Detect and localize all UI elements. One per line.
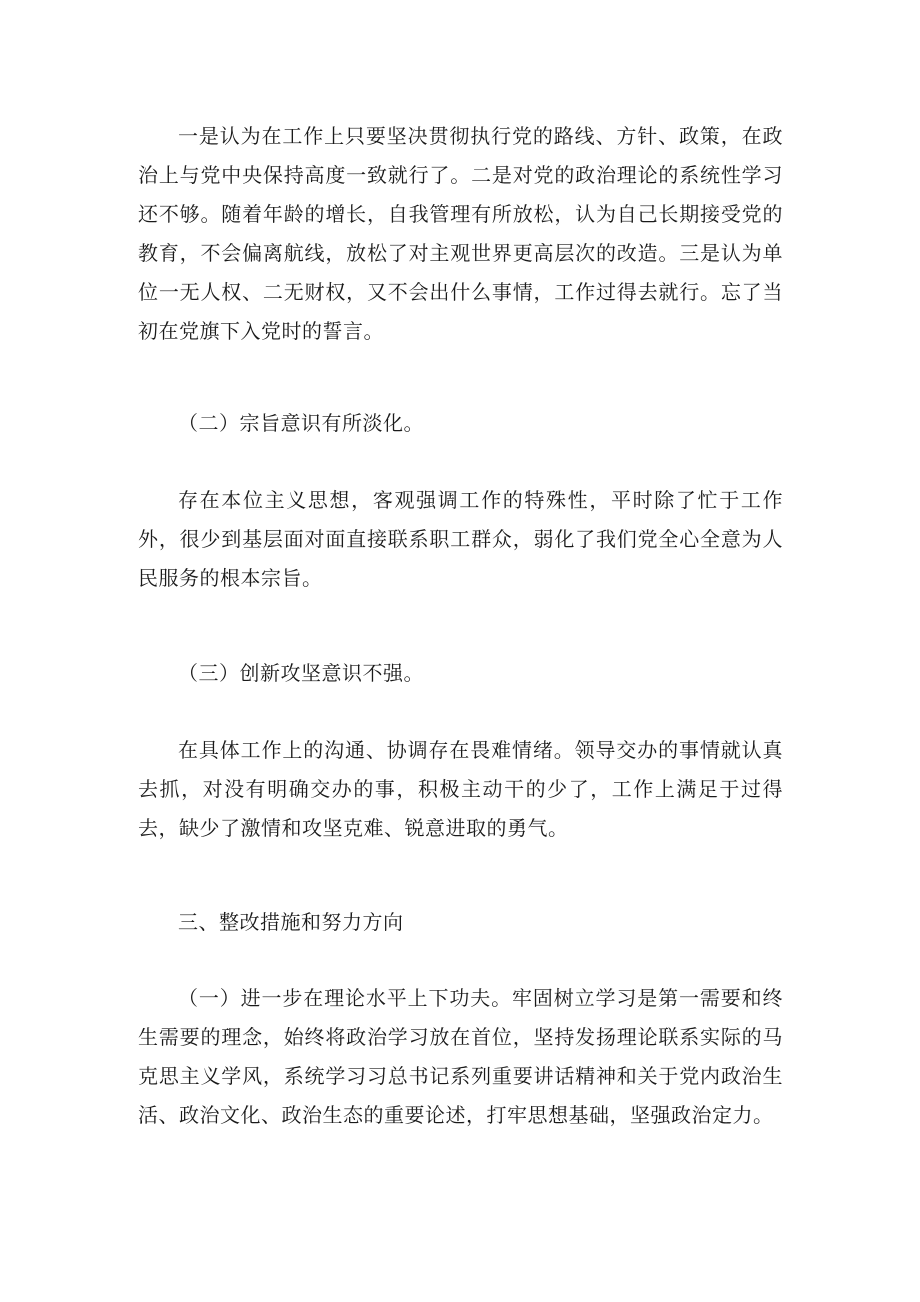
subheading-innovation-awareness: （三）创新攻坚意识不强。 bbox=[178, 661, 424, 685]
paragraph-innovation-awareness: 在具体工作上的沟通、协调存在畏难情绪。领导交办的事情就认真去抓，对没有明确交办的事，积极主动干的少了，工作上满足于过得去，缺少了激情和攻坚克难、锐意进取的勇气。 bbox=[138, 738, 783, 840]
subheading-purpose-awareness: （二）宗旨意识有所淡化。 bbox=[178, 411, 424, 435]
paragraph-problem-analysis: 一是认为在工作上只要坚决贯彻执行党的路线、方针、政策，在政治上与党中央保持高度一致就行了。二是对党的政治理论的系统性学习还不够。随着年龄的增长，自我管理有所放松，认为自己长期接受党的教育，不会偏离航线，放松了对主观世界更高层次的改造。三是认为单位一无人权、二无财权，又不会出什么事情，工作过得去就行。忘了当初在党旗下入党时的誓言。 bbox=[138, 124, 783, 343]
paragraph-theory-study: （一）进一步在理论水平上下功夫。牢固树立学习是第一需要和终生需要的理念，始终将政治学习放在首位，坚持发扬理论联系实际的马克思主义学风，系统学习习总书记系列重要讲话精神和关于党内政治生活、政治文化、政治生态的重要论述，打牢思想基础，坚强政治定力。 bbox=[138, 986, 783, 1127]
section-heading-rectification: 三、整改措施和努力方向 bbox=[178, 910, 404, 934]
paragraph-purpose-awareness: 存在本位主义思想，客观强调工作的特殊性，平时除了忙于工作外，很少到基层面对面直接联系职工群众，弱化了我们党全心全意为人民服务的根本宗旨。 bbox=[138, 488, 783, 590]
